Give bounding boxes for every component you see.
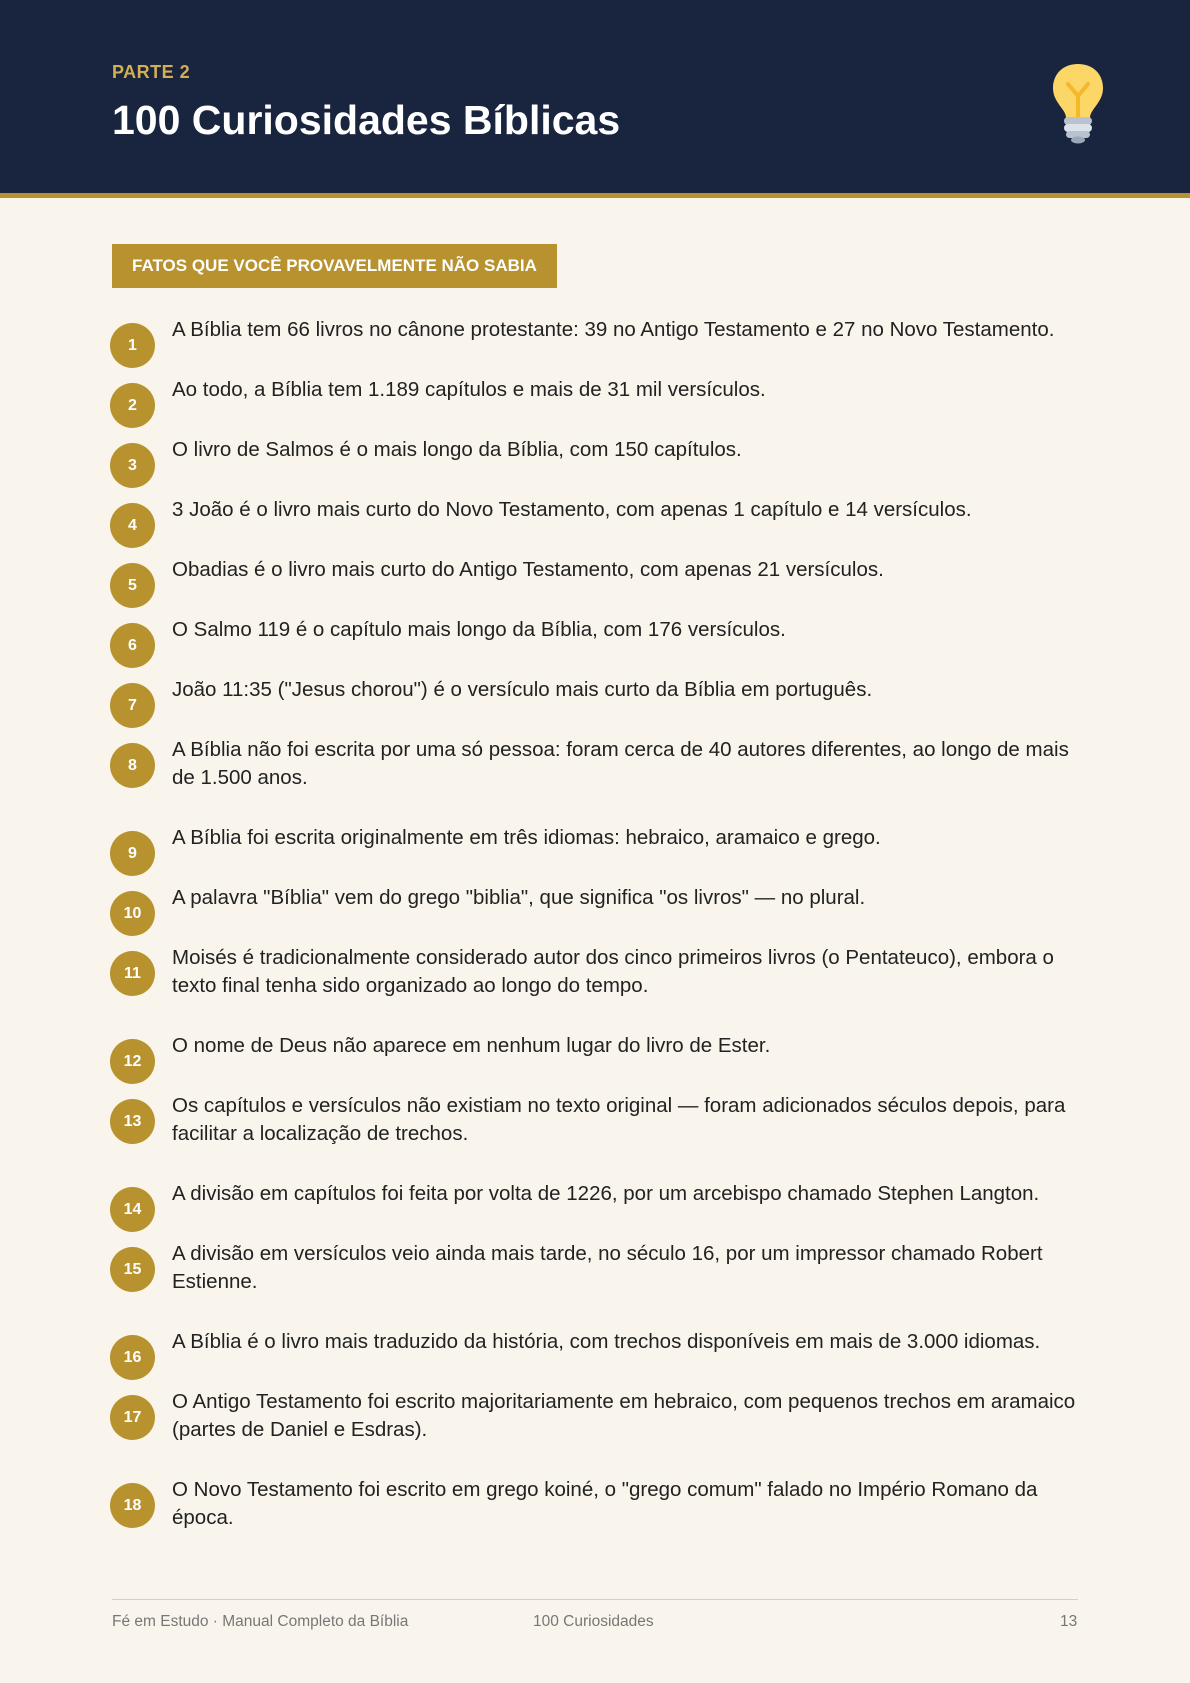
fact-number-badge: 8 — [110, 743, 155, 788]
fact-item — [110, 1388, 1090, 1476]
fact-text: O nome de Deus não aparece em nenhum lugar do livro de Ester. — [172, 1034, 771, 1057]
fact-number-badge: 12 — [110, 1039, 155, 1084]
fact-text: O livro de Salmos é o mais longo da Bíblia, com 150 capítulos. — [172, 438, 742, 461]
fact-text: A palavra "Bíblia" vem do grego "biblia", que significa "os livros" — no plural. — [172, 886, 866, 909]
fact-number-badge: 18 — [110, 1483, 155, 1528]
fact-number-badge: 16 — [110, 1335, 155, 1380]
fact-item — [110, 496, 1090, 556]
page-number: 13 — [1060, 1613, 1078, 1630]
fact-number-badge: 5 — [110, 563, 155, 608]
fact-text: 3 João é o livro mais curto do Novo Testamento, com apenas 1 capítulo e 14 versículos. — [172, 498, 972, 521]
fact-number-badge: 3 — [110, 443, 155, 488]
fact-text: Obadias é o livro mais curto do Antigo Testamento, com apenas 21 versículos. — [172, 558, 884, 581]
fact-text: Os capítulos e versículos não existiam no texto original — foram adicionados séculos depois, para facilitar a localização de trechos. — [172, 1094, 1066, 1145]
part-label: PARTE 2 — [112, 62, 191, 82]
fact-item — [110, 1032, 1090, 1092]
fact-item — [110, 376, 1090, 436]
fact-number-badge: 9 — [110, 831, 155, 876]
fact-text: A Bíblia foi escrita originalmente em três idiomas: hebraico, aramaico e grego. — [172, 826, 881, 849]
fact-item — [110, 1240, 1090, 1328]
footer-book-title: Fé em Estudo · Manual Completo da Bíblia — [112, 1613, 409, 1630]
fact-number-badge: 10 — [110, 891, 155, 936]
fact-number-badge: 13 — [110, 1099, 155, 1144]
fact-item — [110, 736, 1090, 824]
fact-number-badge: 14 — [110, 1187, 155, 1232]
fact-item — [110, 436, 1090, 496]
fact-item — [110, 616, 1090, 676]
fact-text: A divisão em capítulos foi feita por volta de 1226, por um arcebispo chamado Stephen Langton. — [172, 1182, 1040, 1205]
fact-item — [110, 824, 1090, 884]
fact-item — [110, 316, 1090, 376]
fact-text: A Bíblia é o livro mais traduzido da história, com trechos disponíveis em mais de 3.000 idiomas. — [172, 1330, 1041, 1353]
fact-item — [110, 1328, 1090, 1388]
fact-item — [110, 556, 1090, 616]
fact-number-badge: 6 — [110, 623, 155, 668]
fact-text: Ao todo, a Bíblia tem 1.189 capítulos e mais de 31 mil versículos. — [172, 378, 766, 401]
fact-item — [110, 1180, 1090, 1240]
fact-number-badge: 15 — [110, 1247, 155, 1292]
fact-number-badge: 2 — [110, 383, 155, 428]
fact-item — [110, 944, 1090, 1032]
fact-item — [110, 1476, 1090, 1564]
fact-item — [110, 676, 1090, 736]
fact-text: O Salmo 119 é o capítulo mais longo da Bíblia, com 176 versículos. — [172, 618, 786, 641]
fact-item — [110, 884, 1090, 944]
fact-number-badge: 1 — [110, 323, 155, 368]
section-tag: FATOS QUE VOCÊ PROVAVELMENTE NÃO SABIA — [112, 244, 557, 288]
fact-text: O Antigo Testamento foi escrito majoritariamente em hebraico, com pequenos trechos em aramaico (partes de Daniel e Esdras). — [172, 1390, 1076, 1441]
footer-divider — [112, 1599, 1078, 1600]
facts-list — [110, 316, 1090, 1564]
footer-chapter-title: 100 Curiosidades — [533, 1613, 654, 1630]
fact-text: João 11:35 ("Jesus chorou") é o versículo mais curto da Bíblia em português. — [172, 678, 873, 701]
fact-text: A divisão em versículos veio ainda mais tarde, no século 16, por um impressor chamado Robert Estienne. — [172, 1242, 1043, 1293]
fact-text: O Novo Testamento foi escrito em grego koiné, o "grego comum" falado no Império Romano da época. — [172, 1478, 1038, 1529]
page-title: 100 Curiosidades Bíblicas — [112, 97, 621, 143]
fact-number-badge: 17 — [110, 1395, 155, 1440]
fact-text: A Bíblia não foi escrita por uma só pessoa: foram cerca de 40 autores diferentes, ao longo de mais de 1.500 anos. — [172, 738, 1069, 789]
lightbulb-icon — [1050, 62, 1106, 146]
fact-number-badge: 7 — [110, 683, 155, 728]
fact-number-badge: 11 — [110, 951, 155, 996]
fact-item — [110, 1092, 1090, 1180]
page-header — [0, 0, 1190, 198]
fact-number-badge: 4 — [110, 503, 155, 548]
fact-text: Moisés é tradicionalmente considerado autor dos cinco primeiros livros (o Pentateuco), embora o texto final tenha sido organizado ao longo do tempo. — [172, 946, 1054, 997]
fact-text: A Bíblia tem 66 livros no cânone protestante: 39 no Antigo Testamento e 27 no Novo Testamento. — [172, 318, 1055, 341]
